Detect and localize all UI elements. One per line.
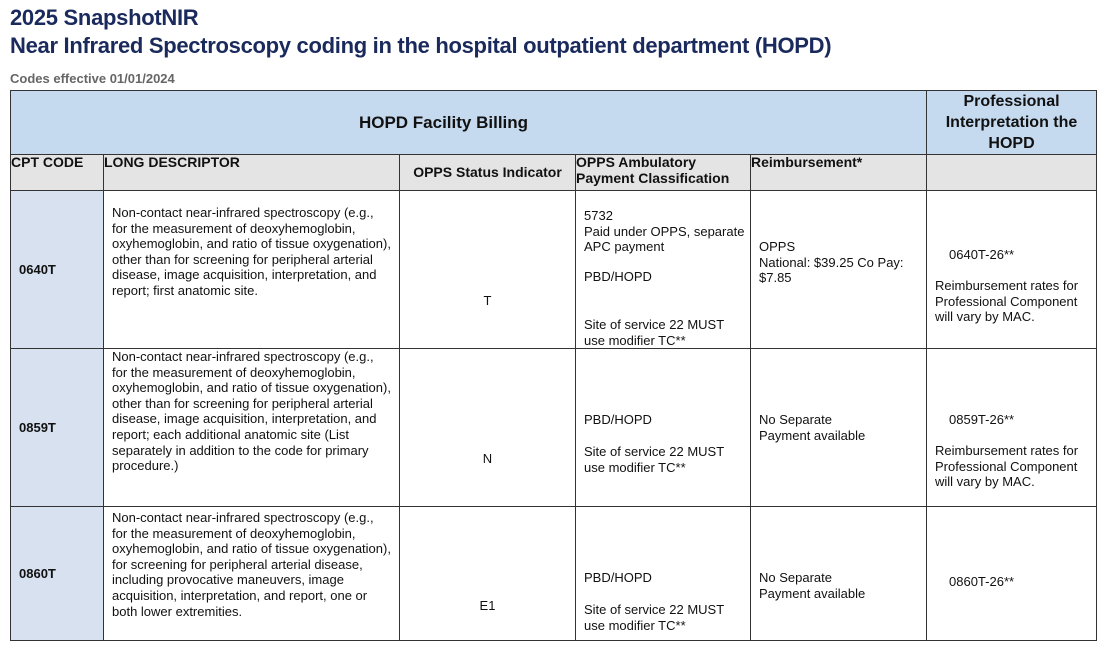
apc-site-note: Site of service 22 MUST use modifier TC** bbox=[584, 317, 724, 348]
professional-code: 0859T-26** bbox=[949, 412, 1015, 427]
table-row bbox=[11, 191, 1097, 349]
apc-site-note: Site of service 22 MUST use modifier TC** bbox=[584, 444, 724, 475]
status-cell bbox=[400, 191, 576, 349]
apc-cell bbox=[576, 349, 751, 507]
effective-date: Codes effective 01/01/2024 bbox=[10, 71, 175, 86]
document-subtitle: Near Infrared Spectroscopy coding in the hospital outpatient department (HOPD) bbox=[10, 33, 832, 58]
table-row bbox=[11, 507, 1097, 641]
status-indicator: E1 bbox=[479, 598, 496, 613]
status-cell bbox=[400, 507, 576, 641]
status-indicator: T bbox=[483, 293, 492, 308]
apc-cell bbox=[576, 507, 751, 641]
column-header-row bbox=[11, 155, 1097, 191]
reimbursement-value: No Separate Payment available bbox=[759, 412, 866, 443]
col-header-apc: OPPS Ambulatory Payment Classification bbox=[576, 155, 751, 191]
descriptor-text: Non-contact near-infrared spectroscopy (e.g., for the measurement of deoxyhemoglobin, oxyhemoglobin, and ratio of tissue oxygenation), other than for screening for peripheral arterial disease, image acquisition, interpretation, and report; first anatomic site. bbox=[112, 205, 391, 298]
professional-note: Reimbursement rates for Professional Component will vary by MAC. bbox=[935, 278, 1079, 325]
coding-table bbox=[10, 90, 1097, 641]
descriptor-text: Non-contact near-infrared spectroscopy (e.g., for the measurement of deoxyhemoglobin, oxyhemoglobin, and ratio of tissue oxygenation), other than for screening for peripheral arterial disease, image acquisition, interpretation, and report; each additional anatomic site (List separately in addition to the code for primary procedure.) bbox=[112, 349, 391, 474]
descriptor-cell bbox=[104, 349, 400, 507]
reimbursement-label: OPPS bbox=[759, 239, 796, 254]
apc-pbd: PBD/HOPD bbox=[584, 269, 652, 284]
cpt-code-cell: 0860T bbox=[11, 507, 104, 641]
table-band-row bbox=[11, 91, 1097, 155]
apc-number: 5732 bbox=[584, 208, 613, 223]
col-header-professional-empty bbox=[927, 155, 1097, 191]
apc-site-note: Site of service 22 MUST use modifier TC** bbox=[584, 602, 724, 633]
descriptor-text: Non-contact near-infrared spectroscopy (e.g., for the measurement of deoxyhemoglobin, oxyhemoglobin, and ratio of tissue oxygenation), for screening for peripheral arterial disease, including provocative maneuvers, image acquisition, interpretation, and report, one or both lower extremities. bbox=[112, 510, 391, 619]
professional-code: 0860T-26** bbox=[949, 574, 1015, 589]
apc-cell bbox=[576, 191, 751, 349]
professional-cell bbox=[927, 349, 1097, 507]
descriptor-cell bbox=[104, 507, 400, 641]
reimbursement-cell bbox=[751, 507, 927, 641]
apc-pbd: PBD/HOPD bbox=[584, 570, 652, 585]
col-header-reimbursement: Reimbursement* bbox=[751, 155, 927, 191]
reimbursement-cell bbox=[751, 349, 927, 507]
cpt-code-cell: 0859T bbox=[11, 349, 104, 507]
professional-cell bbox=[927, 191, 1097, 349]
table-row bbox=[11, 349, 1097, 507]
professional-note: Reimbursement rates for Professional Component will vary by MAC. bbox=[935, 443, 1079, 490]
professional-code: 0640T-26** bbox=[949, 247, 1015, 262]
col-header-cpt: CPT CODE bbox=[11, 155, 104, 191]
reimbursement-value: National: $39.25 Co Pay: $7.85 bbox=[759, 254, 904, 286]
document-title: 2025 SnapshotNIR bbox=[10, 5, 199, 30]
col-header-status: OPPS Status Indicator bbox=[400, 155, 576, 191]
cpt-code-cell: 0640T bbox=[11, 191, 104, 349]
col-header-descriptor: LONG DESCRIPTOR bbox=[104, 155, 400, 191]
apc-pbd: PBD/HOPD bbox=[584, 412, 652, 427]
facility-billing-header: HOPD Facility Billing bbox=[11, 91, 927, 155]
professional-interpretation-header: Professional Interpretation the HOPD bbox=[927, 91, 1097, 155]
professional-cell bbox=[927, 507, 1097, 641]
status-indicator: N bbox=[482, 451, 493, 466]
reimbursement-cell bbox=[751, 191, 927, 349]
status-cell bbox=[400, 349, 576, 507]
apc-note: Paid under OPPS, separate APC payment bbox=[584, 223, 745, 255]
descriptor-cell bbox=[104, 191, 400, 349]
reimbursement-value: No Separate Payment available bbox=[759, 570, 866, 601]
